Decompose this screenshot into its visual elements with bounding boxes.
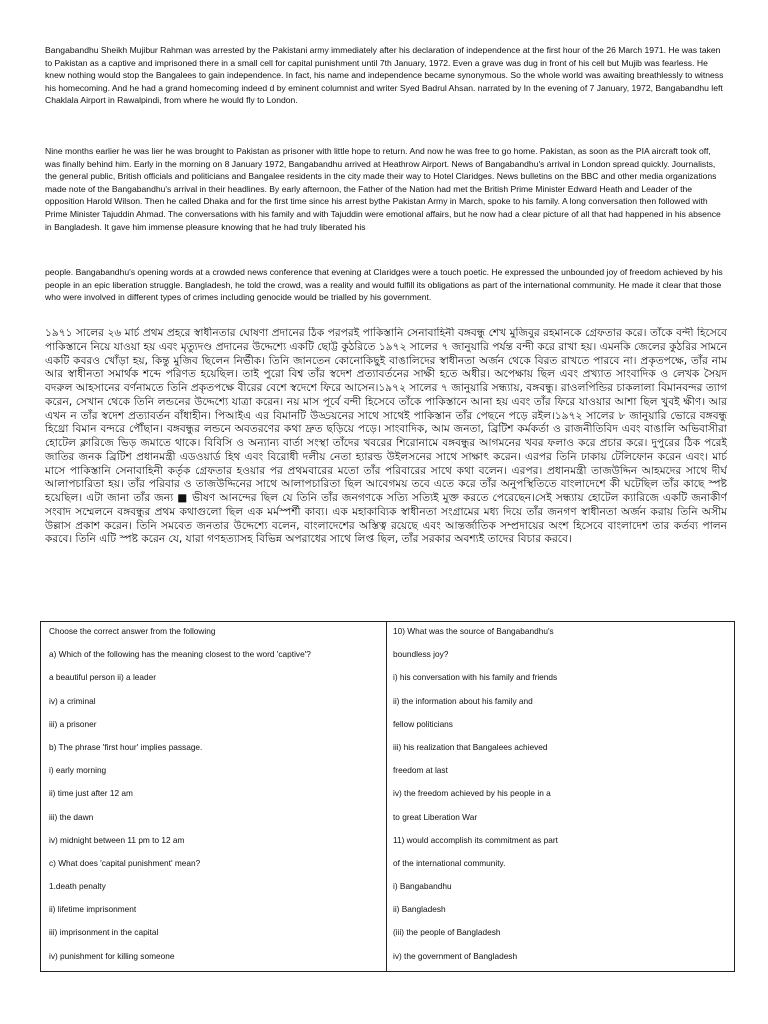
column-divider: [386, 622, 387, 971]
question-table: [40, 621, 735, 972]
question-line: ii) time just after 12 am: [49, 788, 133, 799]
question-line: freedom at last: [393, 765, 448, 776]
question-line: fellow politicians: [393, 718, 453, 729]
question-line: a beautiful person ii) a leader: [49, 672, 157, 683]
question-line: 11) would accomplish its commitment as part: [393, 834, 558, 845]
question-line: ii) Bangladesh: [393, 904, 446, 915]
question-line: iii) a prisoner: [49, 718, 97, 729]
question-line: of the international community.: [393, 857, 506, 868]
question-line: 1.death penalty: [49, 881, 106, 892]
question-line: ii) lifetime imprisonment: [49, 904, 137, 915]
question-line: iv) punishment for killing someone: [49, 950, 175, 961]
question-line: i) Bangabandhu: [393, 881, 452, 892]
question-line: iv) a criminal: [49, 695, 96, 706]
question-column-right: [393, 622, 729, 970]
question-line: iv) midnight between 11 pm to 12 am: [49, 834, 185, 845]
question-line: c) What does 'capital punishment' mean?: [49, 857, 201, 868]
question-line: b) The phrase 'first hour' implies passage.: [49, 741, 203, 752]
question-line: iii) imprisonment in the capital: [49, 927, 159, 938]
english-paragraph-1: Bangabandhu Sheikh Mujibur Rahman was arrested by the Pakistani army immediately after his declaration of independence at the first hour of the 26 March 1971. He was taken to Pakistan as a captive and imprisoned there in a small cell for capital punishment until 7th January, 1972. Even a grave was dug in front of his cell but Mujib was fearless. He knew nothing would stop the Bangalees to gain independence. In fact, his name and independence became synonymous. So the whole world was awaiting breathlessly to witness his homecoming. And he had a grand homecoming indeed d by eminent columnist and writer Syed Badrul Ahsan. narrated by In the evening of 7 January, 1972, Bangabandhu left Chaklala Airport in Rawalpindi, from where he would fly to London.: [45, 45, 724, 106]
question-line: iii) his realization that Bangalees achieved: [393, 741, 548, 752]
question-line: iii) the dawn: [49, 811, 94, 822]
question-column-left: [49, 622, 379, 970]
question-line: iv) the freedom achieved by his people in a: [393, 788, 551, 799]
question-line: i) his conversation with his family and friends: [393, 672, 558, 683]
question-line: ii) the information about his family and: [393, 695, 533, 706]
question-line: 10) What was the source of Bangabandhu's: [393, 626, 554, 636]
question-line: to great Liberation War: [393, 811, 478, 822]
question-line: boundless joy?: [393, 649, 449, 660]
bangla-passage: ১৯৭১ সালের ২৬ মার্চ প্রথম প্রহরে স্বাধীনতার ঘোষণা প্রদানের ঠিক পরপরই পাকিস্তানি সেনাবাহিনী বঙ্গবন্ধু শেখ মুজিবুর রহমানকে গ্রেফতার করে। তাঁকে বন্দী হিসেবে পাকিস্তানে নিয়ে যাওয়া হয় এবং মৃত্যুদণ্ড প্রদানের উদ্দেশ্যে একটি ছোট্ট কুঠরিতে ১৯৭২ সালের ৭ জানুয়ারি পর্যন্ত বন্দী করে রাখা হয়। এমনকি জেলের কুঠরির সামনে একটি কবরও খোঁড়া হয়, কিন্তু মুজিব ছিলেন নির্ভীক। তিনি জানতেন কোনোকিছুই বাঙালিদের স্বাধীনতা অর্জন থেকে বিরত রাখতে পারবে না। প্রকৃতপক্ষে, তাঁর নাম আর স্বাধীনতা সমার্থক শব্দে পরিণত হয়েছিল। তাই পুরো বিশ্ব তাঁর স্বদেশ প্রত্যাবর্তনের সাক্ষী হতে অধীর। অপেক্ষায় ছিল এবং প্রখ্যাত সাংবাদিক ও লেখক সৈয়দ বদরুল আহসানের বর্ণনামতে তিনি প্রকৃতপক্ষে বীরের বেশে স্বদেশে ফিরে আসেন।১৯৭২ সালের ৭ জানুয়ারি সন্ধ্যায়, বঙ্গবন্ধু। রাওলপিন্ডির চাকলালা বিমানবন্দর ত্যাগ করেন, সেখান থেকে তিনি লন্ডনের উদ্দেশ্যে যাত্রা করেন। নয় মাস পূর্বে বন্দী হিসেবে তাঁকে পাকিস্তানে আনা হয় এবং তাঁর ফিরে যাওয়ার আশা ছিল খুবই ক্ষীণ। আর এখন ন তাঁর স্বদেশ প্রত্যাবর্তন বাঁধাহীন। পিআইএ এর বিমানটি উড্ডয়নের সাথে সাথেই পাকিস্তান তাঁর পেছনে পড়ে রইল।১৯৭২ সালের ৮ জানুয়ারি ভোরে বঙ্গবন্ধু হিথ্রো বিমান বন্দরে পৌঁছান। বঙ্গবন্ধুর লন্ডনে অবতরণের কথা দ্রুত ছড়িয়ে পড়ে। সাংবাদিক, আম জনতা, ব্রিটিশ কর্মকর্তা ও রাজনীতিবিদ এবং বাঙালি অভিবাসীরা হোটেল ক্লারিজে ভিড় জমাতে থাকে। বিবিসি ও অন্যান্য বার্তা সংস্থা তাঁদের খবরের শিরোনামে বঙ্গবন্ধুর আগমনের খবর ফলাও করে প্রচার করে। দুপুরের ঠিক পরেই জাতির জনক ব্রিটিশ প্রধানমন্ত্রী এডওয়ার্ড হিথ এবং বিরোধী দলীয় নেতা হ্যারল্ড উইলসনের সাথে সাক্ষাৎ করেন। এরপর তিনি ঢাকায় টেলিফোন করেন এবং। মার্চ মাসে পাকিস্তানি সেনাবাহিনী কর্তৃক গ্রেফতার হওয়ার পর প্রথমবারের মতো তাঁর পরিবারের সাথে কথা বলেন। এরপর। প্রধানমন্ত্রী তাজউদ্দিন আহমদের সাথে দীর্ঘ আলাপচারিতা হয়। তাঁর পরিবার ও তাজউদ্দিনের সাথে আলাপচারিতা ছিল আবেগময় তবে এতে করে তাঁর অনুপস্থিতিতে বাংলাদেশে কী ঘটেছিল তাঁর কাছে স্পষ্ট হয়েছিল। এটা জানা তাঁর জন্য ■ ভীষণ আনন্দের ছিল যে তিনি তাঁর জনগণকে সত্যি সত্যিই মুক্ত করতে পেরেছেন।সেই সন্ধ্যায় হোটেল ক্যারিজে একটি জনাকীর্ণ সংবাদ সম্মেলনে বঙ্গবন্ধুর প্রথম কথাগুলো ছিল এক মর্মস্পর্শী কাব্য। এক মহাকাব্যিক স্বাধীনতা সংগ্রামের মধ্য দিয়ে তাঁর জনগণ স্বাধীনতা অর্জন করায় তিনি অসীম উল্লাস প্রকাশ করেন। তিনি সমবেত জনতার উদ্দেশ্যে বলেন, বাংলাদেশের অস্তিত্ব রয়েছে এবং আন্তর্জাতিক সম্প্রদায়ের অংশ হিসেবে বাংলাদেশ তার কর্তব্য পালন করবে। তিনি এটি স্পষ্ট করেন যে, যারা গণহত্যাসহ বিভিন্ন অপরাধের সাথে লিপ্ত ছিল, তাঁর সরকার অবশ্যই তাদের বিচার করবে।: [45, 327, 727, 546]
question-line: (iii) the people of Bangladesh: [393, 927, 501, 938]
question-line: a) Which of the following has the meaning closest to the word 'captive'?: [49, 649, 311, 660]
question-line: i) early morning: [49, 765, 107, 776]
english-paragraph-2: Nine months earlier he was lier he was brought to Pakistan as prisoner with little hope to return. And now he was free to go home. Pakistan, as soon as the PIA aircraft took off, was finally behind him. Early in the morning on 8 January 1972, Bangabandhu arrived at Heathrow Airport. News of Bangabandhu's arrival in London spread quickly. Journalists, the general public, British officials and politicians and Bangalee residents in the city made their way to Hotel Claridges. News bulletins on the BBC and other media organizations made note of the Bangabandhu's arrival in their headlines. By early afternoon, the Father of the Nation had met the British Prime Minister Edward Heath and Leader of the opposition Harold Wilson. Then he called Dhaka and for the first time since his arrest bythe Pakistan Army in March, spoke to his family. A long conversation then followed with Prime Minister Tajuddin Ahmad. The conversations with his family and with Tajuddin were emotional affairs, but he now had a clear picture of all that had happened in his absence in Bangladesh. It gave him immense pleasure knowing that he had truly liberated his: [45, 146, 721, 232]
question-line: Choose the correct answer from the following: [49, 626, 216, 636]
question-line: iv) the government of Bangladesh: [393, 950, 518, 961]
english-paragraph-3: people. Bangabandhu's opening words at a crowded news conference that evening at Claridges were a touch poetic. He expressed the unbounded joy of freedom achieved by his people in an epic liberation struggle. Bangladesh, he told the crowd, was a reality and would fulfill its obligations as part of the international community. He made it clear that those who were involved in different types of crimes including genocide would be trialled by his government.: [45, 267, 723, 303]
